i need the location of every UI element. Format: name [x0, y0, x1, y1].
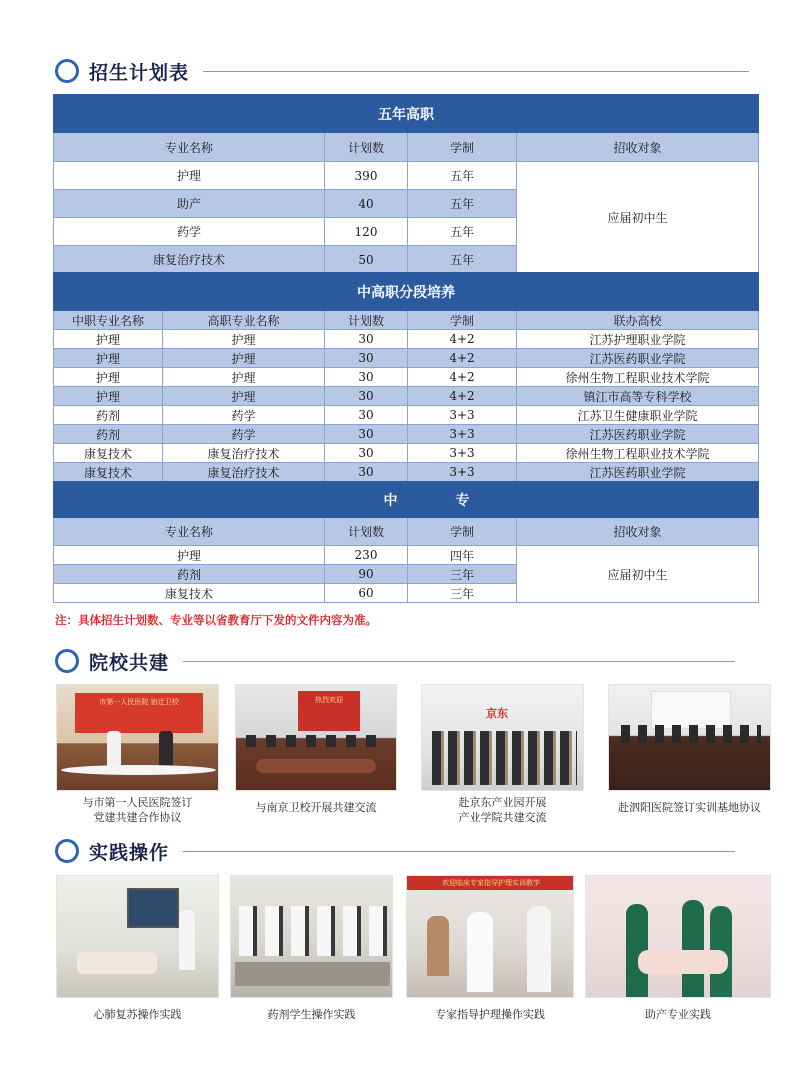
school-cell: 徐州生物工程职业技术学院	[517, 368, 759, 387]
table-row	[54, 406, 759, 425]
count-cell: 230	[325, 546, 408, 565]
school-cell: 徐州生物工程职业技术学院	[517, 444, 759, 463]
years-cell: 4+2	[408, 349, 517, 368]
section-title: 招生计划表	[89, 61, 190, 84]
divider	[203, 71, 749, 72]
banner-text: 热烈欢迎	[315, 696, 343, 704]
mid-major-cell: 康复技术	[54, 463, 163, 482]
divider	[183, 661, 735, 662]
table-row	[54, 368, 759, 387]
photo-pharmacy-practice	[230, 875, 393, 998]
years-cell: 四年	[408, 546, 517, 565]
caption-line: 专家指导护理操作实践	[435, 1008, 545, 1021]
major-cell: 护理	[54, 546, 325, 565]
major-cell: 康复治疗技术	[54, 246, 325, 274]
school-cell: 江苏医药职业学院	[517, 349, 759, 368]
photo-nanjing-exchange	[235, 684, 397, 791]
high-major-cell: 康复治疗技术	[163, 463, 325, 482]
major-cell: 护理	[54, 162, 325, 190]
count-cell: 30	[325, 425, 408, 444]
table-row	[54, 349, 759, 368]
count-cell: 60	[325, 584, 408, 603]
five-year-table	[53, 94, 759, 274]
caption-line: 药剂学生操作实践	[267, 1008, 356, 1021]
banner-text: 专	[408, 482, 759, 518]
header-cell: 专业名称	[54, 518, 325, 546]
mid-major-cell: 护理	[54, 330, 163, 349]
caption-line: 心肺复苏操作实践	[93, 1008, 182, 1021]
years-cell: 五年	[408, 190, 517, 218]
major-cell: 药学	[54, 218, 325, 246]
years-cell: 三年	[408, 565, 517, 584]
footnote: 注：具体招生计划数、专业等以省教育厅下发的文件内容为准。	[55, 613, 377, 627]
count-cell: 30	[325, 368, 408, 387]
banner-text: 中高职分段培养	[54, 273, 759, 311]
header-cell: 联办高校	[517, 311, 759, 330]
section-header-plan	[55, 56, 189, 86]
photo-expert-guidance	[406, 875, 574, 998]
photo-hospital-signing	[56, 684, 219, 791]
mid-major-cell: 护理	[54, 387, 163, 406]
caption-line: 党建共建合作协议	[93, 811, 182, 824]
segmented-table	[53, 272, 759, 482]
table-row	[54, 463, 759, 482]
banner-text: 京东	[486, 707, 508, 720]
circle-icon	[55, 59, 79, 83]
high-major-cell: 药学	[163, 425, 325, 444]
target-cell: 应届初中生	[517, 162, 759, 274]
count-cell: 90	[325, 565, 408, 584]
caption-line: 与南京卫校开展共建交流	[255, 801, 377, 814]
mid-major-cell: 药剂	[54, 425, 163, 444]
header-cell: 中职专业名称	[54, 311, 163, 330]
banner-text: 市第一人民医院 宿迁卫校	[99, 698, 179, 706]
years-cell: 3+3	[408, 406, 517, 425]
header-row	[54, 311, 759, 330]
count-cell: 30	[325, 349, 408, 368]
photo-caption	[56, 795, 219, 825]
photo-cpr-practice	[56, 875, 219, 998]
header-cell: 招收对象	[517, 133, 759, 162]
divider	[183, 851, 735, 852]
section-title: 实践操作	[89, 841, 170, 864]
table-banner	[54, 273, 759, 311]
header-cell: 计划数	[325, 133, 408, 162]
header-row	[54, 133, 759, 162]
section-header-cooperation	[55, 646, 169, 676]
years-cell: 3+3	[408, 425, 517, 444]
caption-line: 产业学院共建交流	[458, 811, 547, 824]
header-row	[54, 518, 759, 546]
high-major-cell: 药学	[163, 406, 325, 425]
table-row	[54, 425, 759, 444]
section-title: 院校共建	[89, 651, 170, 674]
high-major-cell: 护理	[163, 349, 325, 368]
table-row	[54, 387, 759, 406]
mid-major-cell: 药剂	[54, 406, 163, 425]
photo-caption	[421, 795, 584, 825]
photo-caption	[235, 800, 397, 815]
target-cell: 应届初中生	[517, 546, 759, 603]
header-cell: 计划数	[325, 311, 408, 330]
header-cell: 招收对象	[517, 518, 759, 546]
banner-text: 欢迎临床专家指导护理实训教学	[442, 879, 540, 887]
banner-text: 五年高职	[54, 95, 759, 133]
count-cell: 30	[325, 463, 408, 482]
table-banner	[54, 95, 759, 133]
school-cell: 江苏医药职业学院	[517, 463, 759, 482]
header-cell: 专业名称	[54, 133, 325, 162]
years-cell: 五年	[408, 162, 517, 190]
years-cell: 五年	[408, 246, 517, 274]
count-cell: 30	[325, 444, 408, 463]
years-cell: 4+2	[408, 330, 517, 349]
circle-icon	[55, 649, 79, 673]
school-cell: 镇江市高等专科学校	[517, 387, 759, 406]
photo-caption	[585, 1007, 771, 1022]
mid-major-cell: 护理	[54, 349, 163, 368]
school-cell: 江苏卫生健康职业学院	[517, 406, 759, 425]
banner-text: 中	[54, 482, 408, 518]
years-cell: 三年	[408, 584, 517, 603]
photo-caption	[406, 1007, 574, 1022]
photo-caption	[56, 1007, 219, 1022]
count-cell: 50	[325, 246, 408, 274]
count-cell: 30	[325, 406, 408, 425]
high-major-cell: 康复治疗技术	[163, 444, 325, 463]
secondary-table	[53, 481, 759, 603]
high-major-cell: 护理	[163, 330, 325, 349]
header-cell: 学制	[408, 518, 517, 546]
header-cell: 高职专业名称	[163, 311, 325, 330]
high-major-cell: 护理	[163, 368, 325, 387]
major-cell: 药剂	[54, 565, 325, 584]
photo-caption	[230, 1007, 393, 1022]
mid-major-cell: 康复技术	[54, 444, 163, 463]
caption-line: 与市第一人民医院签订	[82, 796, 193, 809]
table-row	[54, 330, 759, 349]
years-cell: 4+2	[408, 368, 517, 387]
table-row	[54, 546, 759, 565]
header-cell: 学制	[408, 133, 517, 162]
count-cell: 120	[325, 218, 408, 246]
section-header-practice	[55, 836, 169, 866]
count-cell: 30	[325, 387, 408, 406]
header-cell: 计划数	[325, 518, 408, 546]
school-cell: 江苏护理职业学院	[517, 330, 759, 349]
years-cell: 4+2	[408, 387, 517, 406]
count-cell: 40	[325, 190, 408, 218]
count-cell: 390	[325, 162, 408, 190]
caption-line: 赴泗阳医院签订实训基地协议	[618, 801, 761, 814]
school-cell: 江苏医药职业学院	[517, 425, 759, 444]
header-cell: 学制	[408, 311, 517, 330]
photo-caption	[602, 800, 777, 815]
years-cell: 3+3	[408, 463, 517, 482]
circle-icon	[55, 839, 79, 863]
high-major-cell: 护理	[163, 387, 325, 406]
table-banner	[54, 482, 759, 518]
caption-line: 助产专业实践	[645, 1008, 711, 1021]
table-row	[54, 162, 759, 190]
major-cell: 康复技术	[54, 584, 325, 603]
years-cell: 五年	[408, 218, 517, 246]
count-cell: 30	[325, 330, 408, 349]
photo-siyang-hospital	[608, 684, 771, 791]
photo-jd-park	[421, 684, 584, 791]
caption-line: 赴京东产业园开展	[458, 796, 547, 809]
years-cell: 3+3	[408, 444, 517, 463]
major-cell: 助产	[54, 190, 325, 218]
photo-midwifery-practice	[585, 875, 771, 998]
table-row	[54, 444, 759, 463]
mid-major-cell: 护理	[54, 368, 163, 387]
